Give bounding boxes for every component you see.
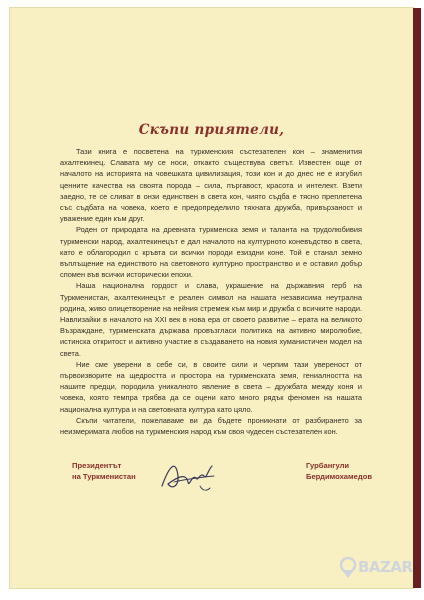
handwritten-signature — [156, 456, 220, 496]
bazar-watermark — [336, 555, 418, 581]
signatory-name-line: Гурбангули — [306, 461, 350, 470]
signatory-title-line: Президентът — [72, 461, 122, 470]
signature-block — [72, 460, 372, 500]
letter-body — [60, 146, 362, 437]
paragraph: Наша национална гордост и слава, украшение на държавния герб на Туркменистан, ахалтекинецът е реален символ на нашата независима неутрална родина, живо олицетворение на нейния стремеж към мир и дружба с всичките народи. Навлизайки в началото на XXI век в нова ера от своето развитие – ерата на великото Възраждане, туркменската държава провъзгласи политика на активно миролюбие, истинска откритост и активно участие в създаването на новия хуманистичен модел на света. — [60, 281, 362, 358]
signatory-title-line: на Туркменистан — [72, 472, 136, 481]
paragraph: Тази книга е посветена на туркменския състезателен кон – знаменития ахалтекинец. Славата му се носи, откакто съществува светът. Известен още от началото на историята на човешката цивилизация, този кон и до днес не е изгубил ценните качества на своята порода – сила, пъргавост, красота и интелект. Взети заедно, те се сливат в онзи единствен в света кон, чиято съдба е тясно преплетена със съдбата на човека, което е предопределило тяхната дружба, привързаност и уважение един към друг. — [60, 147, 362, 224]
signatory-name — [306, 460, 372, 482]
bazar-logo-icon — [338, 556, 358, 580]
page-heading: Скъпи приятели, — [138, 122, 285, 138]
paragraph: Ние сме уверени в себе си, в своите сили и черпим тази увереност от първоизворите на щедростта и простора на туркменската земя, гениалността на нашите предци, породила уникалното явление в света – дружбата между коня и човека, която темпра трябва да се оцени като много рядък феномен на нашата национална култура и на световната култура като цяло. — [60, 359, 362, 414]
paragraph: Роден от природата на древната туркменска земя и таланта на трудолюбивия туркменски народ, ахалтекинецът е дал началото на културното коневъдство в света, като е облагородил с кръвта си всички породи езиздни коне. Той е станал земно въплъщение на единството на световното културно пространство и е оставил добър спомен във всички исторически епохи. — [60, 225, 362, 280]
book-spine-edge — [413, 8, 421, 588]
signatory-name-line: Бердимохамедов — [306, 472, 372, 481]
watermark-text: BAZAR — [358, 558, 413, 576]
book-page — [10, 8, 413, 588]
paragraph: Скъпи читатели, пожелаваме ви да бъдете проникнати от разбирането за неизмеримата любов на туркменския народ към своя чудесен състезателен кон. — [60, 415, 362, 437]
signatory-title — [72, 460, 136, 482]
